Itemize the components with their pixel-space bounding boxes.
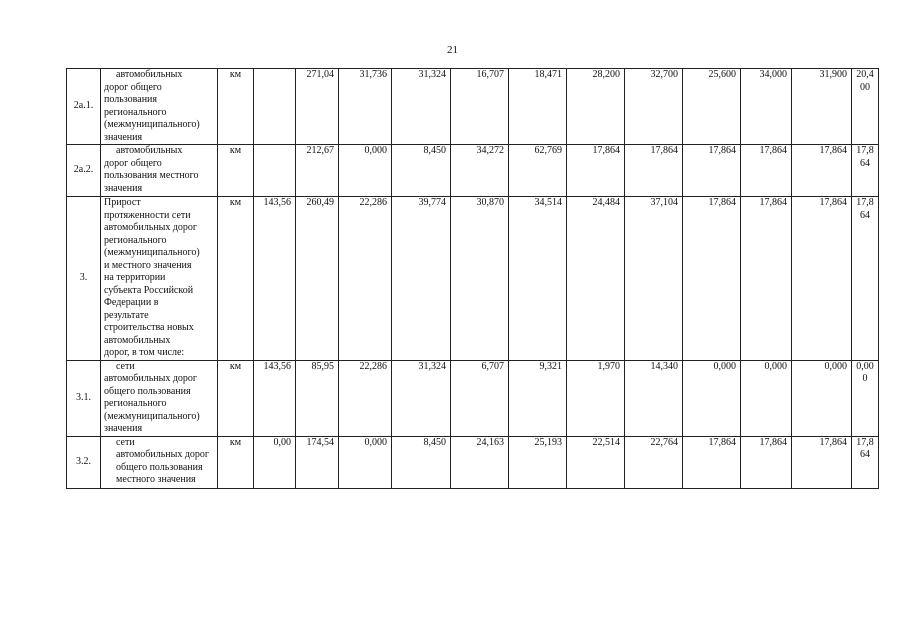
value-cell: 9,321 xyxy=(509,360,567,436)
description-line: автомобильных xyxy=(104,334,171,346)
value-cell: 85,95 xyxy=(296,360,339,436)
value-cell: 30,870 xyxy=(451,197,509,361)
value-cell: 8,450 xyxy=(392,145,451,197)
description-line: значения xyxy=(104,182,143,194)
table-row xyxy=(67,69,879,145)
table-row xyxy=(67,360,879,436)
value-cell: 18,471 xyxy=(509,69,567,145)
description-line: общего пользования xyxy=(104,385,191,397)
value-cell: 16,707 xyxy=(451,69,509,145)
description-line: пользования местного xyxy=(104,170,199,181)
value-cell: 174,54 xyxy=(296,436,339,488)
value-cell: 17,864 xyxy=(683,436,741,488)
description-line: Федерации в xyxy=(104,297,159,308)
value-cell-last: 20,400 xyxy=(852,69,879,145)
description-line: дорог, в том числе: xyxy=(104,347,185,358)
unit-cell: км xyxy=(218,197,254,361)
unit-cell: км xyxy=(218,436,254,488)
description-line: автомобильных xyxy=(116,69,183,80)
value-cell xyxy=(254,145,296,197)
description-line: регионального xyxy=(104,106,167,118)
table-row xyxy=(67,436,879,488)
row-number: 3.2. xyxy=(67,436,101,488)
value-cell: 17,864 xyxy=(625,145,683,197)
value-cell: 31,900 xyxy=(792,69,852,145)
value-cell: 31,324 xyxy=(392,360,451,436)
description-line: значения xyxy=(104,423,143,434)
description-line: автомобильных дорог xyxy=(116,449,210,460)
value-cell: 1,970 xyxy=(567,360,625,436)
value-cell: 25,193 xyxy=(509,436,567,488)
description-line: дорог общего xyxy=(104,157,162,169)
value-cell: 6,707 xyxy=(451,360,509,436)
value-cell: 34,514 xyxy=(509,197,567,361)
description-line: сети xyxy=(116,436,135,448)
value-cell: 17,864 xyxy=(741,436,792,488)
value-cell: 62,769 xyxy=(509,145,567,197)
description-line: результате xyxy=(104,309,149,321)
value-cell: 25,600 xyxy=(683,69,741,145)
value-cell: 17,864 xyxy=(741,197,792,361)
value-cell: 32,700 xyxy=(625,69,683,145)
row-number: 3.1. xyxy=(67,360,101,436)
value-cell: 22,514 xyxy=(567,436,625,488)
value-cell: 0,000 xyxy=(339,145,392,197)
row-description xyxy=(101,197,218,361)
row-description xyxy=(101,145,218,197)
value-cell: 22,286 xyxy=(339,197,392,361)
value-cell: 22,286 xyxy=(339,360,392,436)
value-cell: 34,000 xyxy=(741,69,792,145)
value-cell: 260,49 xyxy=(296,197,339,361)
value-cell: 17,864 xyxy=(567,145,625,197)
value-cell: 14,340 xyxy=(625,360,683,436)
description-line: строительства новых xyxy=(104,322,194,333)
unit-cell: км xyxy=(218,360,254,436)
description-line: общего пользования xyxy=(116,461,203,473)
value-cell: 22,764 xyxy=(625,436,683,488)
value-cell: 0,000 xyxy=(339,436,392,488)
table-row xyxy=(67,197,879,361)
value-cell: 212,67 xyxy=(296,145,339,197)
description-line: значения xyxy=(104,131,143,143)
description-line: дорог общего xyxy=(104,81,162,93)
page-number: 21 xyxy=(447,44,458,56)
data-table xyxy=(66,68,879,489)
description-line: регионального xyxy=(104,398,167,409)
row-description xyxy=(101,360,218,436)
value-cell: 24,484 xyxy=(567,197,625,361)
unit-cell: км xyxy=(218,69,254,145)
unit-cell: км xyxy=(218,145,254,197)
value-cell-last: 17,864 xyxy=(852,436,879,488)
row-description xyxy=(101,436,218,488)
value-cell: 17,864 xyxy=(683,197,741,361)
description-line: сети xyxy=(116,360,135,372)
description-line: субъекта Российской xyxy=(104,284,194,296)
value-cell-last: 17,864 xyxy=(852,197,879,361)
value-cell: 0,000 xyxy=(792,360,852,436)
table-row xyxy=(67,145,879,197)
row-number: 2а.2. xyxy=(67,145,101,197)
row-description xyxy=(101,69,218,145)
description-line: протяженности сети xyxy=(104,209,191,221)
value-cell: 39,774 xyxy=(392,197,451,361)
value-cell: 0,000 xyxy=(741,360,792,436)
value-cell: 0,000 xyxy=(683,360,741,436)
description-line: (межмуниципального) xyxy=(104,247,200,258)
row-number: 3. xyxy=(67,197,101,361)
value-cell: 0,00 xyxy=(254,436,296,488)
row-number: 2а.1. xyxy=(67,69,101,145)
description-line: регионального xyxy=(104,234,167,246)
description-line: пользования xyxy=(104,94,157,105)
value-cell: 143,56 xyxy=(254,197,296,361)
value-cell xyxy=(254,69,296,145)
value-cell: 17,864 xyxy=(683,145,741,197)
description-line: автомобильных xyxy=(116,145,183,156)
value-cell: 31,736 xyxy=(339,69,392,145)
value-cell: 17,864 xyxy=(792,145,852,197)
description-line: (межмуниципального) xyxy=(104,119,200,130)
description-line: автомобильных дорог xyxy=(104,373,198,384)
description-line: и местного значения xyxy=(104,259,192,271)
value-cell: 271,04 xyxy=(296,69,339,145)
description-line: на территории xyxy=(104,272,166,283)
value-cell: 37,104 xyxy=(625,197,683,361)
value-cell: 24,163 xyxy=(451,436,509,488)
description-line: местного значения xyxy=(116,474,196,485)
value-cell-last: 0,000 xyxy=(852,360,879,436)
description-line: автомобильных дорог xyxy=(104,222,198,233)
value-cell: 17,864 xyxy=(792,197,852,361)
value-cell: 28,200 xyxy=(567,69,625,145)
value-cell: 17,864 xyxy=(792,436,852,488)
value-cell: 143,56 xyxy=(254,360,296,436)
value-cell: 34,272 xyxy=(451,145,509,197)
value-cell: 8,450 xyxy=(392,436,451,488)
value-cell: 17,864 xyxy=(741,145,792,197)
description-line: (межмуниципального) xyxy=(104,410,200,422)
value-cell: 31,324 xyxy=(392,69,451,145)
value-cell-last: 17,864 xyxy=(852,145,879,197)
description-line: Прирост xyxy=(104,197,141,208)
